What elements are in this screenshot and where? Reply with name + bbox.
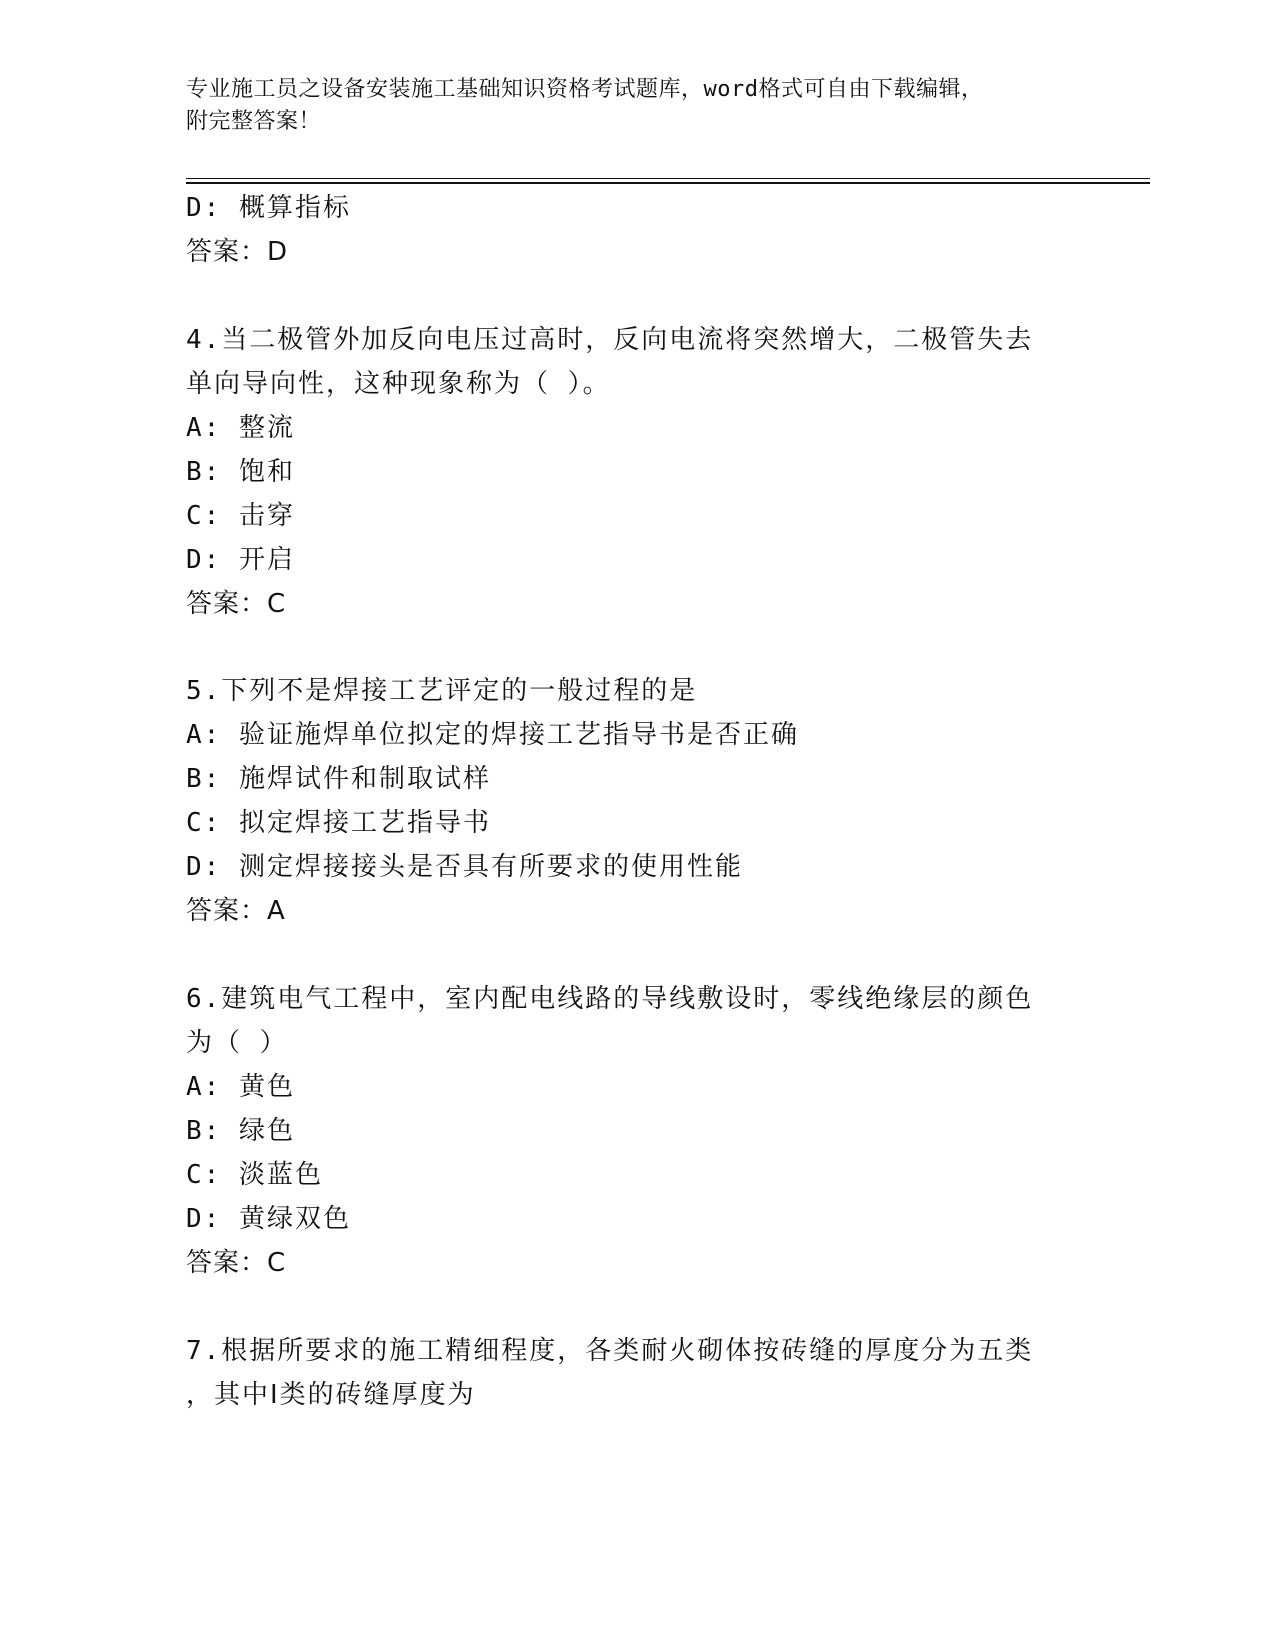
q7-stem-line-1: 7.根据所要求的施工精细程度，各类耐火砌体按砖缝的厚度分为五类: [186, 1336, 1034, 1366]
q4-stem-line-1: 4.当二极管外加反向电压过高时，反向电流将突然增大，二极管失去: [186, 325, 1034, 355]
q4-stem-line-2: 单向导向性，这种现象称为（ ）。: [186, 369, 611, 399]
header-line-1: 专业施工员之设备安装施工基础知识资格考试题库，word格式可自由下载编辑，: [186, 77, 984, 102]
q3-answer: 答案：D: [186, 237, 289, 267]
q5-option-d: D: 测定焊接接头是否具有所要求的使用性能: [186, 852, 743, 882]
q6-stem-line-2: 为（ ）: [186, 1028, 288, 1058]
q6-option-d: D: 黄绿双色: [186, 1204, 351, 1234]
q7-stem-line-2: ，其中Ⅰ类的砖缝厚度为: [186, 1380, 476, 1410]
q6-stem-line-1: 6.建筑电气工程中，室内配电线路的导线敷设时，零线绝缘层的颜色: [186, 984, 1034, 1014]
header-divider-thin: [186, 178, 1150, 179]
q6-option-c: C: 淡蓝色: [186, 1160, 323, 1190]
header-divider-thick: [186, 182, 1150, 184]
q6-option-b: B: 绿色: [186, 1116, 295, 1146]
q5-option-c: C: 拟定焊接工艺指导书: [186, 808, 491, 838]
q6-option-a: A: 黄色: [186, 1072, 295, 1102]
q5-option-a: A: 验证施焊单位拟定的焊接工艺指导书是否正确: [186, 720, 799, 750]
q5-stem-line-1: 5.下列不是焊接工艺评定的一般过程的是: [186, 676, 698, 706]
q4-option-c: C: 击穿: [186, 501, 295, 531]
q5-answer: 答案：A: [186, 896, 286, 926]
q4-option-d: D: 开启: [186, 545, 295, 575]
q6-answer: 答案：C: [186, 1248, 287, 1278]
q5-option-b: B: 施焊试件和制取试样: [186, 764, 491, 794]
q4-option-b: B: 饱和: [186, 457, 295, 487]
document-header: [186, 74, 1066, 138]
header-line-2: 附完整答案！: [186, 109, 322, 134]
q3-option-d: D: 概算指标: [186, 193, 351, 223]
q4-answer: 答案：C: [186, 589, 287, 619]
q4-option-a: A: 整流: [186, 413, 295, 443]
